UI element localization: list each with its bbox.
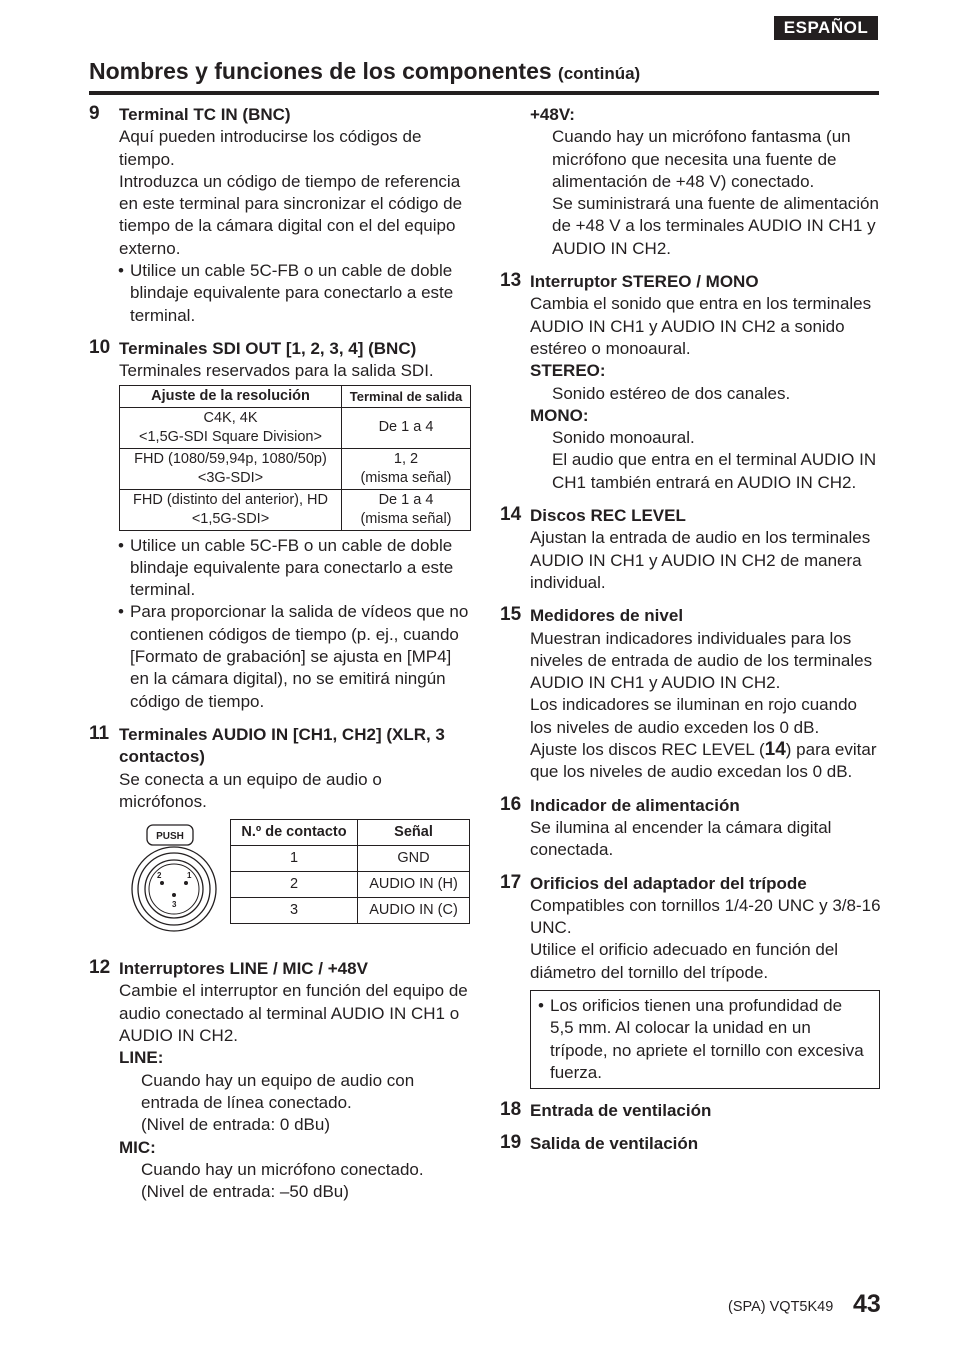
page-title-suffix: (continúa): [558, 64, 641, 83]
table-cell: De 1 a 4: [342, 407, 471, 448]
paragraph: Terminales reservados para la salida SDI.: [119, 361, 434, 381]
table-header: Señal: [358, 820, 470, 846]
paragraph: Ajuste los discos REC LEVEL (14) para evitar que los niveles de audio excedan los 0 dB.: [530, 739, 877, 782]
table-row: [120, 448, 471, 489]
section-17: [500, 873, 882, 1090]
table-header: Ajuste de la resolución: [120, 385, 342, 407]
section-12-continued: [500, 104, 882, 260]
page-number: 43: [853, 1290, 881, 1318]
section-14: [500, 505, 882, 594]
section-title: Salida de ventilación: [530, 1134, 699, 1154]
table-header: Terminal de salida: [342, 385, 471, 407]
section-12: [89, 958, 474, 1203]
pin-label: 2: [157, 871, 162, 881]
section-19: [500, 1133, 882, 1155]
section-13: [500, 271, 882, 494]
table-cell: 1: [231, 846, 358, 872]
section-number: 18: [500, 1099, 522, 1121]
section-number: 9: [89, 103, 100, 124]
paragraph: Se conecta a un equipo de audio o micrófonos.: [119, 769, 382, 811]
paragraph: Se ilumina al encender la cámara digital conectada.: [530, 817, 832, 860]
mono-text: El audio que entra en el terminal AUDIO IN CH1 también entrará en AUDIO IN CH2.: [552, 450, 877, 492]
title-rule: [89, 91, 879, 95]
section-title: Indicador de alimentación: [530, 795, 740, 815]
paragraph: Cambie el interruptor en función del equipo de audio conectado al terminal AUDIO IN CH1 o AUDIO IN CH2.: [119, 981, 468, 1046]
section-11: [89, 724, 474, 947]
paragraph: Utilice el orificio adecuado en función del diámetro del tornillo del trípode.: [530, 940, 839, 982]
section-title: Terminales AUDIO IN [CH1, CH2] (XLR, 3 contactos): [119, 724, 445, 767]
pin-label: 3: [172, 900, 177, 910]
paragraph: Cambia el sonido que entra en los terminales AUDIO IN CH1 y AUDIO IN CH2 a sonido estéreo o monoaural.: [530, 294, 872, 358]
section-number: 19: [500, 1132, 522, 1154]
table-cell: AUDIO IN (H): [358, 872, 470, 898]
section-title: Entrada de ventilación: [530, 1101, 712, 1121]
table-row: [120, 407, 471, 448]
section-16: [500, 795, 882, 862]
table-cell: 2: [231, 872, 358, 898]
section-15: [500, 605, 882, 783]
section-title: Interruptor STEREO / MONO: [530, 272, 759, 292]
v48-label: +48V:: [530, 105, 575, 124]
mic-label: MIC:: [119, 1137, 156, 1157]
section-number: 14: [500, 504, 522, 526]
bullet-item: • Utilice un cable 5C-FB o un cable de doble blindaje equivalente para conectarlo a este terminal.: [119, 535, 474, 602]
paragraph: Aquí pueden introducirse los códigos de tiempo.: [119, 127, 422, 169]
section-number: 10: [89, 336, 111, 358]
note-box: [530, 990, 880, 1089]
section-title: Interruptores LINE / MIC / +48V: [119, 959, 368, 979]
section-title: Orificios del adaptador del trípode: [530, 873, 807, 893]
section-number: 15: [500, 604, 522, 626]
table-row: [231, 898, 470, 924]
right-column: [500, 104, 882, 1167]
xlr-connector-icon: [131, 819, 221, 939]
document-code: (SPA) VQT5K49: [728, 1299, 834, 1315]
paragraph: Ajustan la entrada de audio en los terminales AUDIO IN CH1 y AUDIO IN CH2 de manera individual.: [530, 528, 871, 592]
table-cell: 1, 2 (misma señal): [342, 448, 471, 489]
section-number: 13: [500, 270, 522, 292]
language-badge: ESPAÑOL: [774, 16, 878, 40]
stereo-text: Sonido estéreo de dos canales.: [552, 383, 791, 403]
push-label: PUSH: [156, 831, 184, 843]
section-number: 11: [89, 722, 110, 744]
mono-label: MONO:: [530, 405, 589, 425]
section-18: [500, 1100, 882, 1122]
page-title-text: Nombres y funciones de los componentes: [89, 58, 552, 84]
mic-text: Cuando hay un micrófono conectado.: [141, 1159, 424, 1179]
bullet-item: • Para proporcionar la salida de vídeos que no contienen códigos de tiempo (p. ej., cuando [Formato de grabación] se ajusta en [MP4] en la cámara digital), no se emitirá ningún código de tiempo.: [119, 601, 474, 712]
pin-label: 1: [187, 871, 192, 881]
line-text: Cuando hay un equipo de audio con entrada de línea conectado.: [141, 1070, 415, 1112]
table-cell: C4K, 4K <1,5G-SDI Square Division>: [120, 407, 342, 448]
mic-level: (Nivel de entrada: –50 dBu): [141, 1182, 349, 1202]
section-title: Discos REC LEVEL: [530, 506, 686, 526]
section-number: 16: [500, 793, 522, 815]
section-number: 17: [500, 871, 522, 893]
sdi-resolution-table: [119, 385, 471, 531]
paragraph: Muestran indicadores individuales para los niveles de entrada de audio de los terminales AUDIO IN CH1 y AUDIO IN CH2.: [530, 628, 873, 693]
table-cell: De 1 a 4 (misma señal): [342, 489, 471, 530]
stereo-label: STEREO:: [530, 361, 606, 381]
section-title: Medidores de nivel: [530, 606, 684, 626]
paragraph: Los indicadores se iluminan en rojo cuando los niveles de audio exceden los 0 dB.: [530, 695, 857, 737]
table-cell: 3: [231, 898, 358, 924]
contact-table: [230, 819, 470, 924]
table-cell: AUDIO IN (C): [358, 898, 470, 924]
v48-text: Cuando hay un micrófono fantasma (un micrófono que necesita una fuente de alimentación de +48 V) conectado.: [552, 127, 851, 191]
table-row: [231, 872, 470, 898]
table-header-row: [120, 385, 471, 407]
paragraph: Compatibles con tornillos 1/4-20 UNC y 3/8-16 UNC.: [530, 895, 881, 938]
mono-text: Sonido monoaural.: [552, 428, 695, 448]
table-cell: FHD (distinto del anterior), HD <1,5G-SDI>: [120, 489, 342, 530]
v48-text: Se suministrará una fuente de alimentación de +48 V a los terminales AUDIO IN CH1 y AUDIO IN CH2.: [552, 194, 879, 258]
table-header-row: [231, 820, 470, 846]
section-9: [89, 104, 474, 327]
bullet-item: • Utilice un cable 5C-FB o un cable de doble blindaje equivalente para conectarlo a este terminal.: [119, 260, 474, 327]
table-row: [231, 846, 470, 872]
section-title: Terminales SDI OUT [1, 2, 3, 4] (BNC): [119, 338, 417, 358]
left-column: [89, 104, 474, 1214]
section-10: [89, 338, 474, 713]
section-reference: 14: [764, 739, 786, 761]
paragraph: Introduzca un código de tiempo de referencia en este terminal para sincronizar el código de tiempo de la cámara digital con el del equipo externo.: [119, 171, 463, 258]
xlr-figure: [119, 819, 474, 947]
page-title: [89, 58, 640, 85]
table-row: [120, 489, 471, 530]
table-cell: FHD (1080/59,94p, 1080/50p) <3G-SDI>: [120, 448, 342, 489]
table-header: N.º de contacto: [231, 820, 358, 846]
table-cell: GND: [358, 846, 470, 872]
section-number: 12: [89, 957, 111, 979]
line-level: (Nivel de entrada: 0 dBu): [141, 1115, 330, 1135]
line-label: LINE:: [119, 1048, 164, 1068]
section-title: Terminal TC IN (BNC): [119, 105, 291, 124]
bullet-item: • Los orificios tienen una profundidad de 5,5 mm. Al colocar la unidad en un trípode, no apriete el tornillo con excesiva fuerza.: [539, 995, 867, 1084]
